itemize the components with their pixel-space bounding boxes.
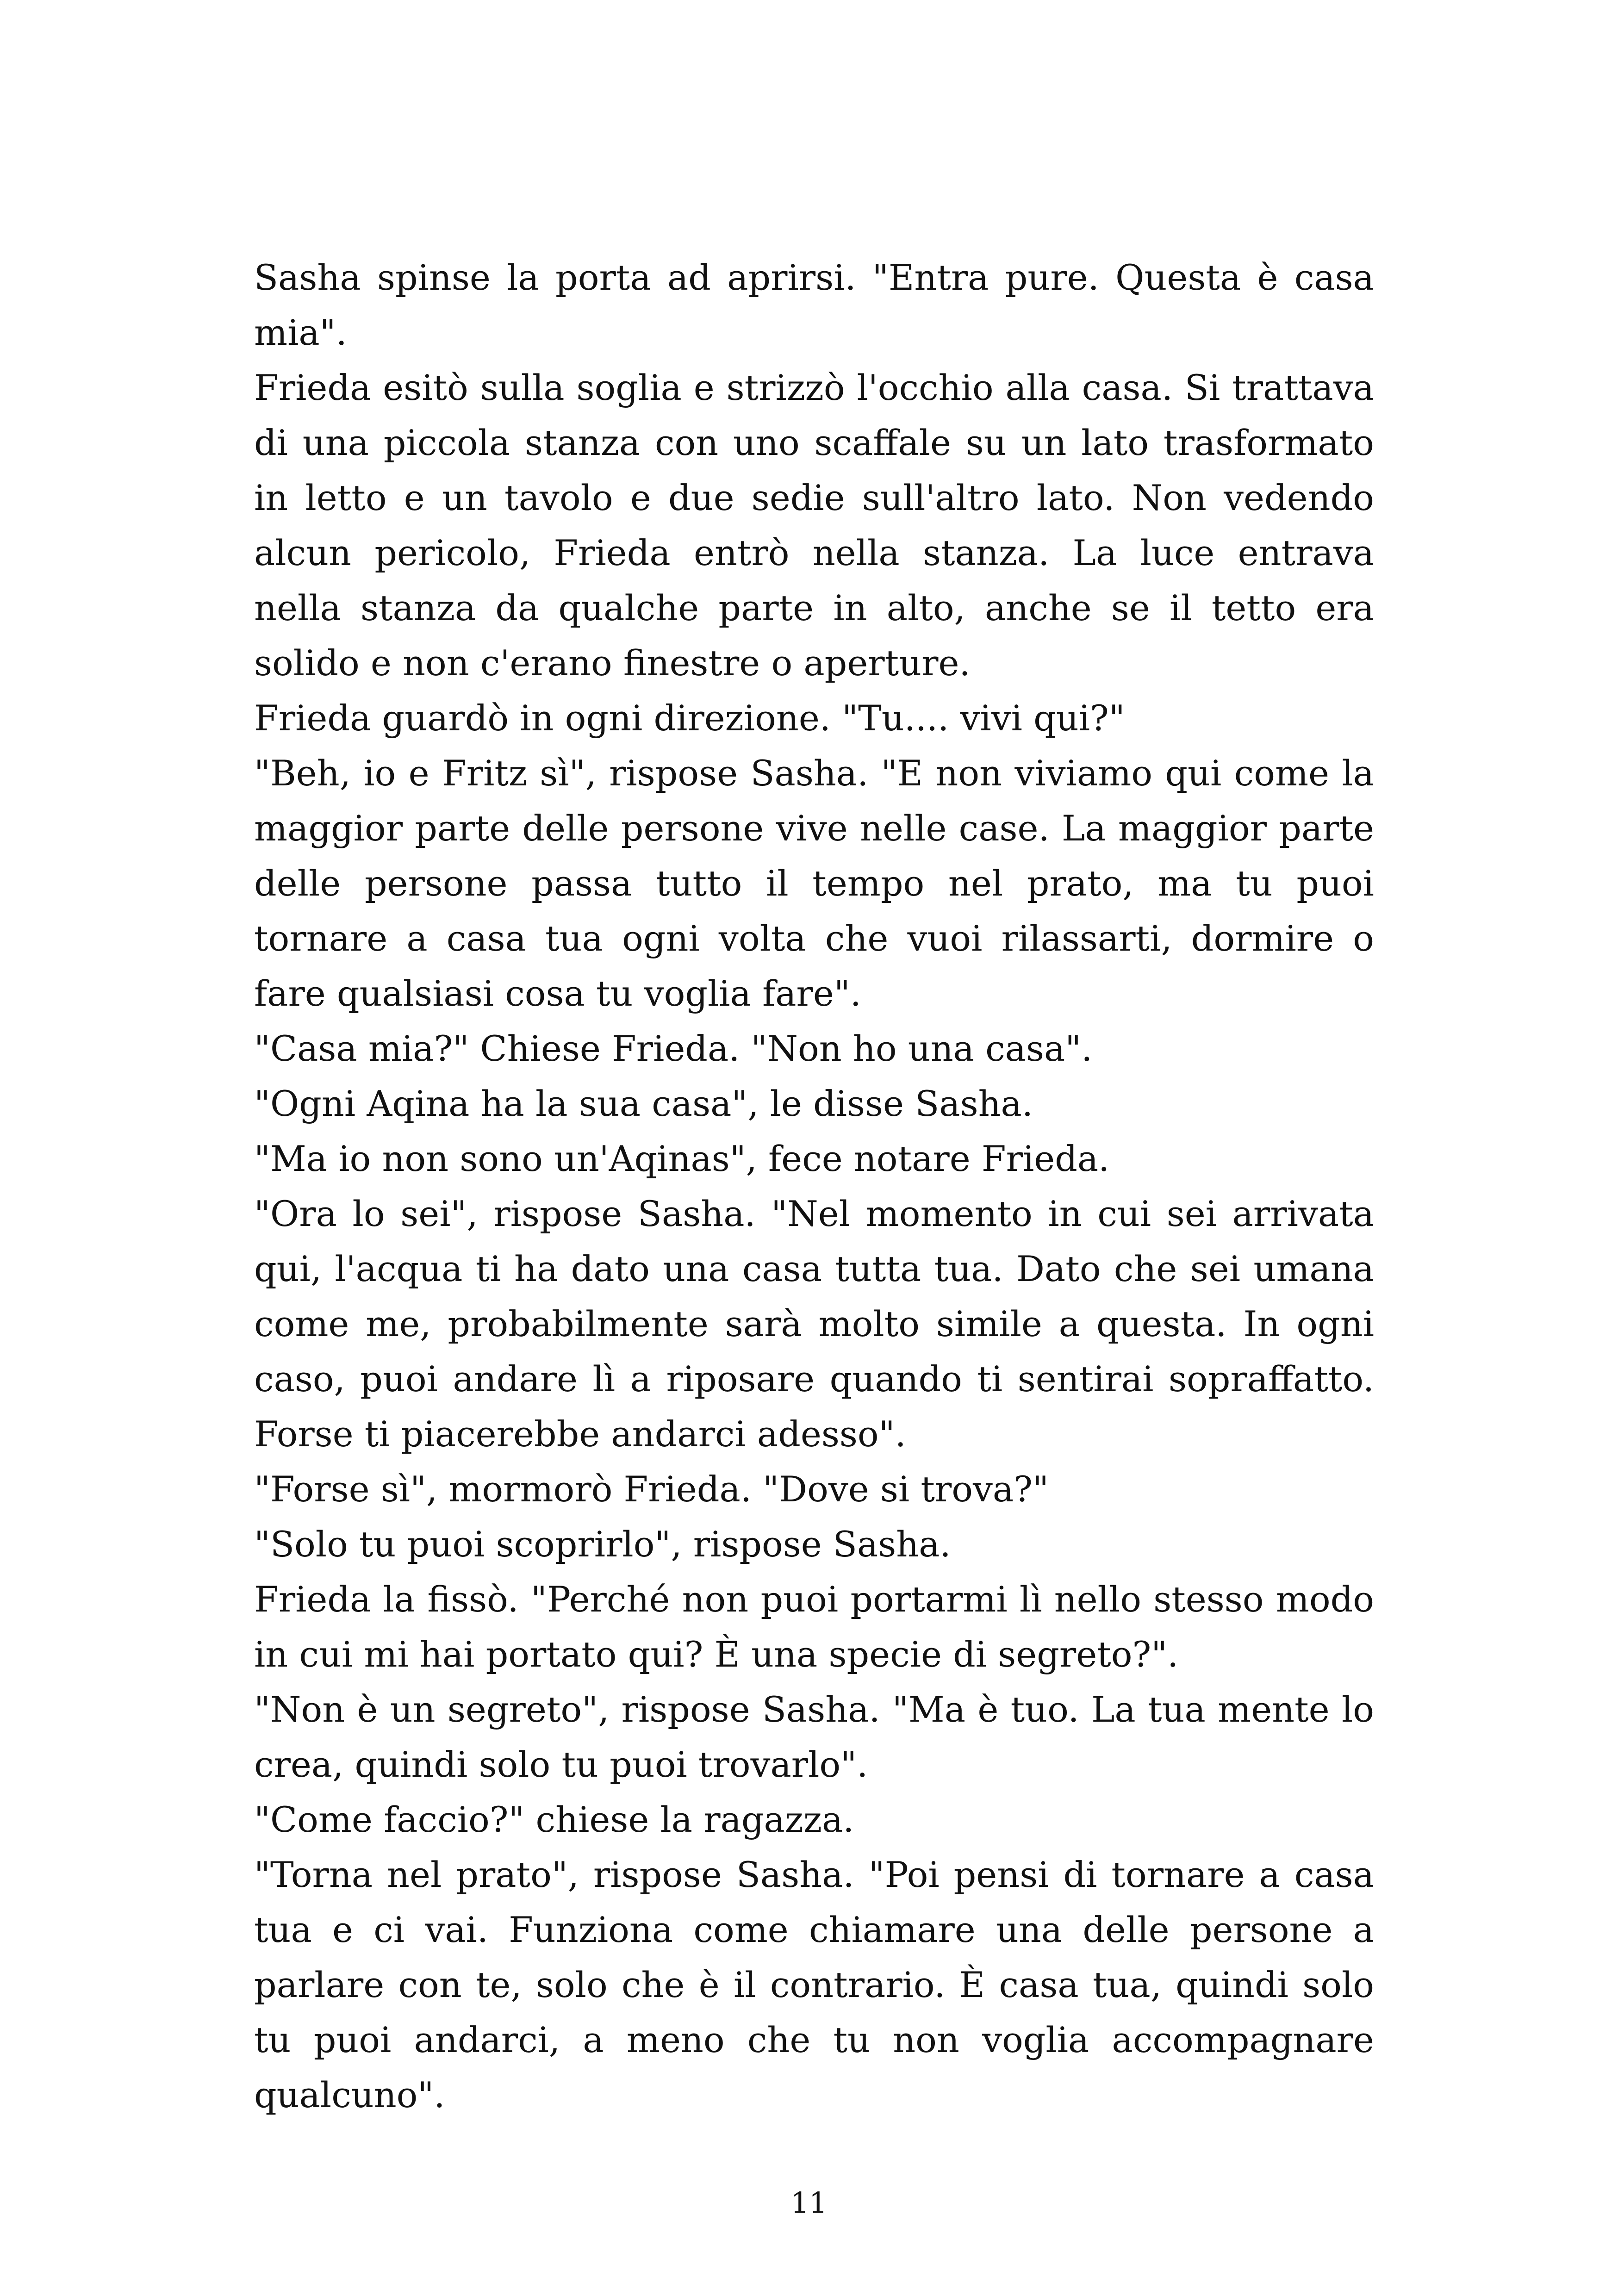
paragraph: Frieda guardò in ogni direzione. "Tu.... vivi qui?" xyxy=(254,697,1125,739)
paragraph: "Come faccio?" chiese la ragazza. xyxy=(254,1799,854,1840)
paragraph: "Non è un segreto", rispose Sasha. "Ma è tuo. La tua mente lo crea, quindi solo tu puoi trovarlo". xyxy=(254,1689,1374,1785)
paragraph: "Torna nel prato", rispose Sasha. "Poi pensi di tornare a casa tua e ci vai. Funziona come chiamare una delle persone a parlare con te, solo che è il contrario. È casa tua, quindi solo tu puoi andarci, a meno che tu non voglia accompagnare qualcuno". xyxy=(254,1854,1374,2116)
paragraph: "Beh, io e Fritz sì", rispose Sasha. "E non viviamo qui come la maggior parte delle persone vive nelle case. La maggior parte delle persone passa tutto il tempo nel prato, ma tu puoi tornare a casa tua ogni volta che vuoi rilassarti, dormire o fare qualsiasi cosa tu voglia fare". xyxy=(254,753,1374,1014)
paragraph: Sasha spinse la porta ad aprirsi. "Entra pure. Questa è casa mia". xyxy=(254,257,1374,353)
paragraph: "Ora lo sei", rispose Sasha. "Nel momento in cui sei arrivata qui, l'acqua ti ha dato una casa tutta tua. Dato che sei umana come me, probabilmente sarà molto simile a questa. In ogni caso, puoi andare lì a riposare quando ti sentirai sopraffatto. Forse ti piacerebbe andarci adesso". xyxy=(254,1193,1374,1455)
paragraph: "Forse sì", mormorò Frieda. "Dove si trova?" xyxy=(254,1468,1049,1510)
paragraph: "Casa mia?" Chiese Frieda. "Non ho una casa". xyxy=(254,1028,1093,1069)
paragraph: Frieda la fissò. "Perché non puoi portarmi lì nello stesso modo in cui mi hai portato qui? È una specie di segreto?". xyxy=(254,1579,1374,1675)
paragraph: Frieda esitò sulla soglia e strizzò l'occhio alla casa. Si trattava di una piccola stanza con uno scaffale su un lato trasformato in letto e un tavolo e due sedie sull'altro lato. Non vedendo alcun pericolo, Frieda entrò nella stanza. La luce entrava nella stanza da qualche parte in alto, anche se il tetto era solido e non c'erano finestre o aperture. xyxy=(254,367,1374,684)
paragraph: "Ogni Aqina ha la sua casa", le disse Sasha. xyxy=(254,1083,1033,1124)
paragraph: "Ma io non sono un'Aqinas", fece notare Frieda. xyxy=(254,1138,1110,1179)
page-number: 11 xyxy=(790,2186,828,2220)
body-text xyxy=(254,250,1374,2122)
paragraph: "Solo tu puoi scoprirlo", rispose Sasha. xyxy=(254,1524,951,1565)
